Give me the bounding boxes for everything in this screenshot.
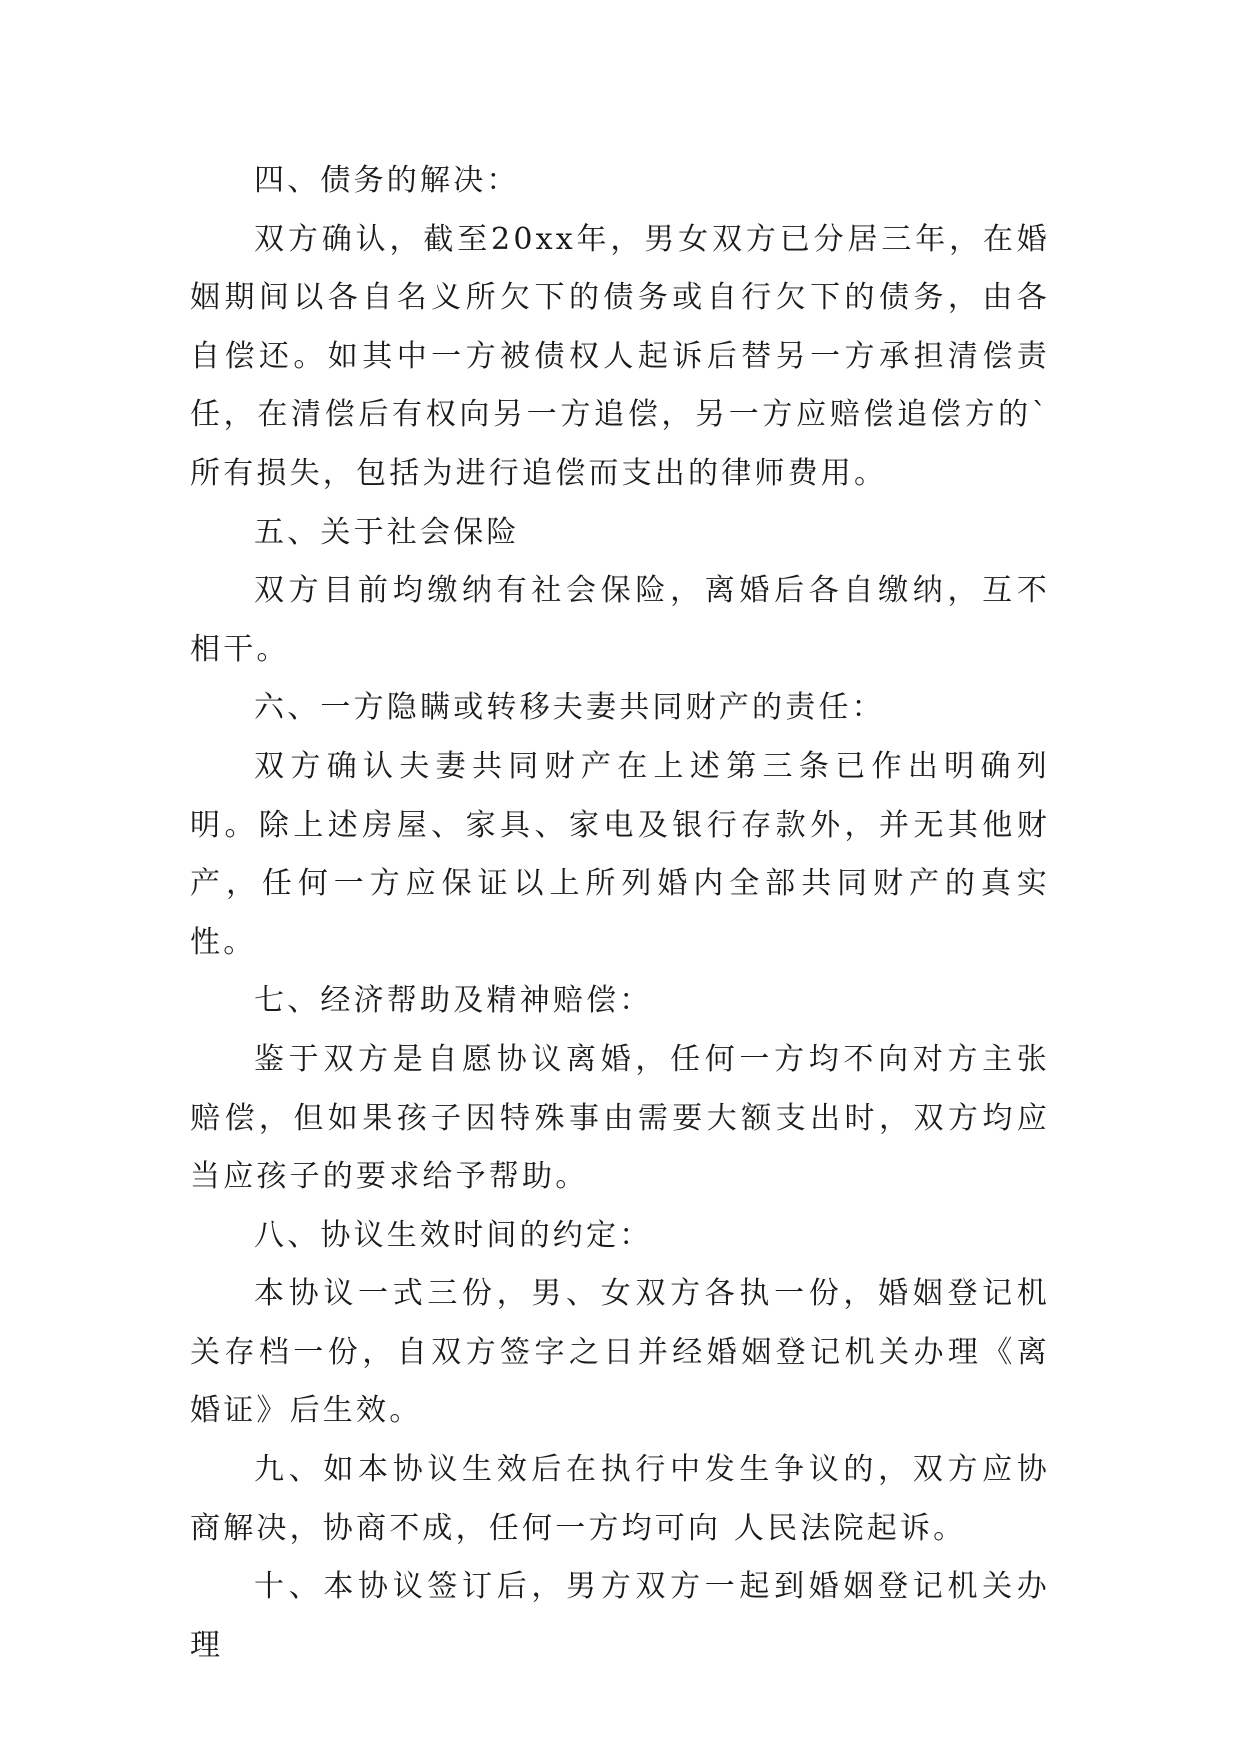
paragraph-debts: 双方确认，截至20xx年，男女双方已分居三年，在婚姻期间以各自名义所欠下的债务或自行欠下的债务，由各自偿还。如其中一方被债权人起诉后替另一方承担清偿责任，在清偿后有权向另一方追偿，另一方应赔偿追偿方的`所有损失，包括为进行追偿而支出的律师费用。	[190, 221, 1050, 491]
document-page	[190, 152, 1050, 1675]
paragraph-social-insurance: 双方目前均缴纳有社会保险，离婚后各自缴纳，互不相干。	[190, 573, 1050, 667]
paragraph-registration: 十、本协议签订后，男方双方一起到婚姻登记机关办理	[190, 1569, 1050, 1663]
section-heading-debts: 四、债务的解决：	[254, 163, 520, 198]
paragraph-effective-date: 本协议一式三份，男、女双方各执一份，婚姻登记机关存档一份，自双方签字之日并经婚姻登记机关办理《离婚证》后生效。	[190, 1276, 1050, 1429]
section-heading-compensation: 七、经济帮助及精神赔偿：	[254, 983, 653, 1019]
paragraph-disputes: 九、如本协议生效后在执行中发生争议的，双方应协商解决，协商不成，任何一方均可向 人民法院起诉。	[190, 1452, 1050, 1546]
section-heading-social-insurance: 五、关于社会保险	[254, 514, 520, 550]
section-heading-effective-date: 八、协议生效时间的约定：	[254, 1217, 653, 1253]
section-heading-concealed-property: 六、一方隐瞒或转移夫妻共同财产的责任：	[254, 690, 885, 726]
paragraph-compensation: 鉴于双方是自愿协议离婚，任何一方均不向对方主张赔偿，但如果孩子因特殊事由需要大额支出时，双方均应当应孩子的要求给予帮助。	[190, 1041, 1050, 1195]
paragraph-concealed-property: 双方确认夫妻共同财产在上述第三条已作出明确列明。除上述房屋、家具、家电及银行存款外，并无其他财产，任何一方应保证以上所列婚内全部共同财产的真实性。	[190, 748, 1050, 960]
